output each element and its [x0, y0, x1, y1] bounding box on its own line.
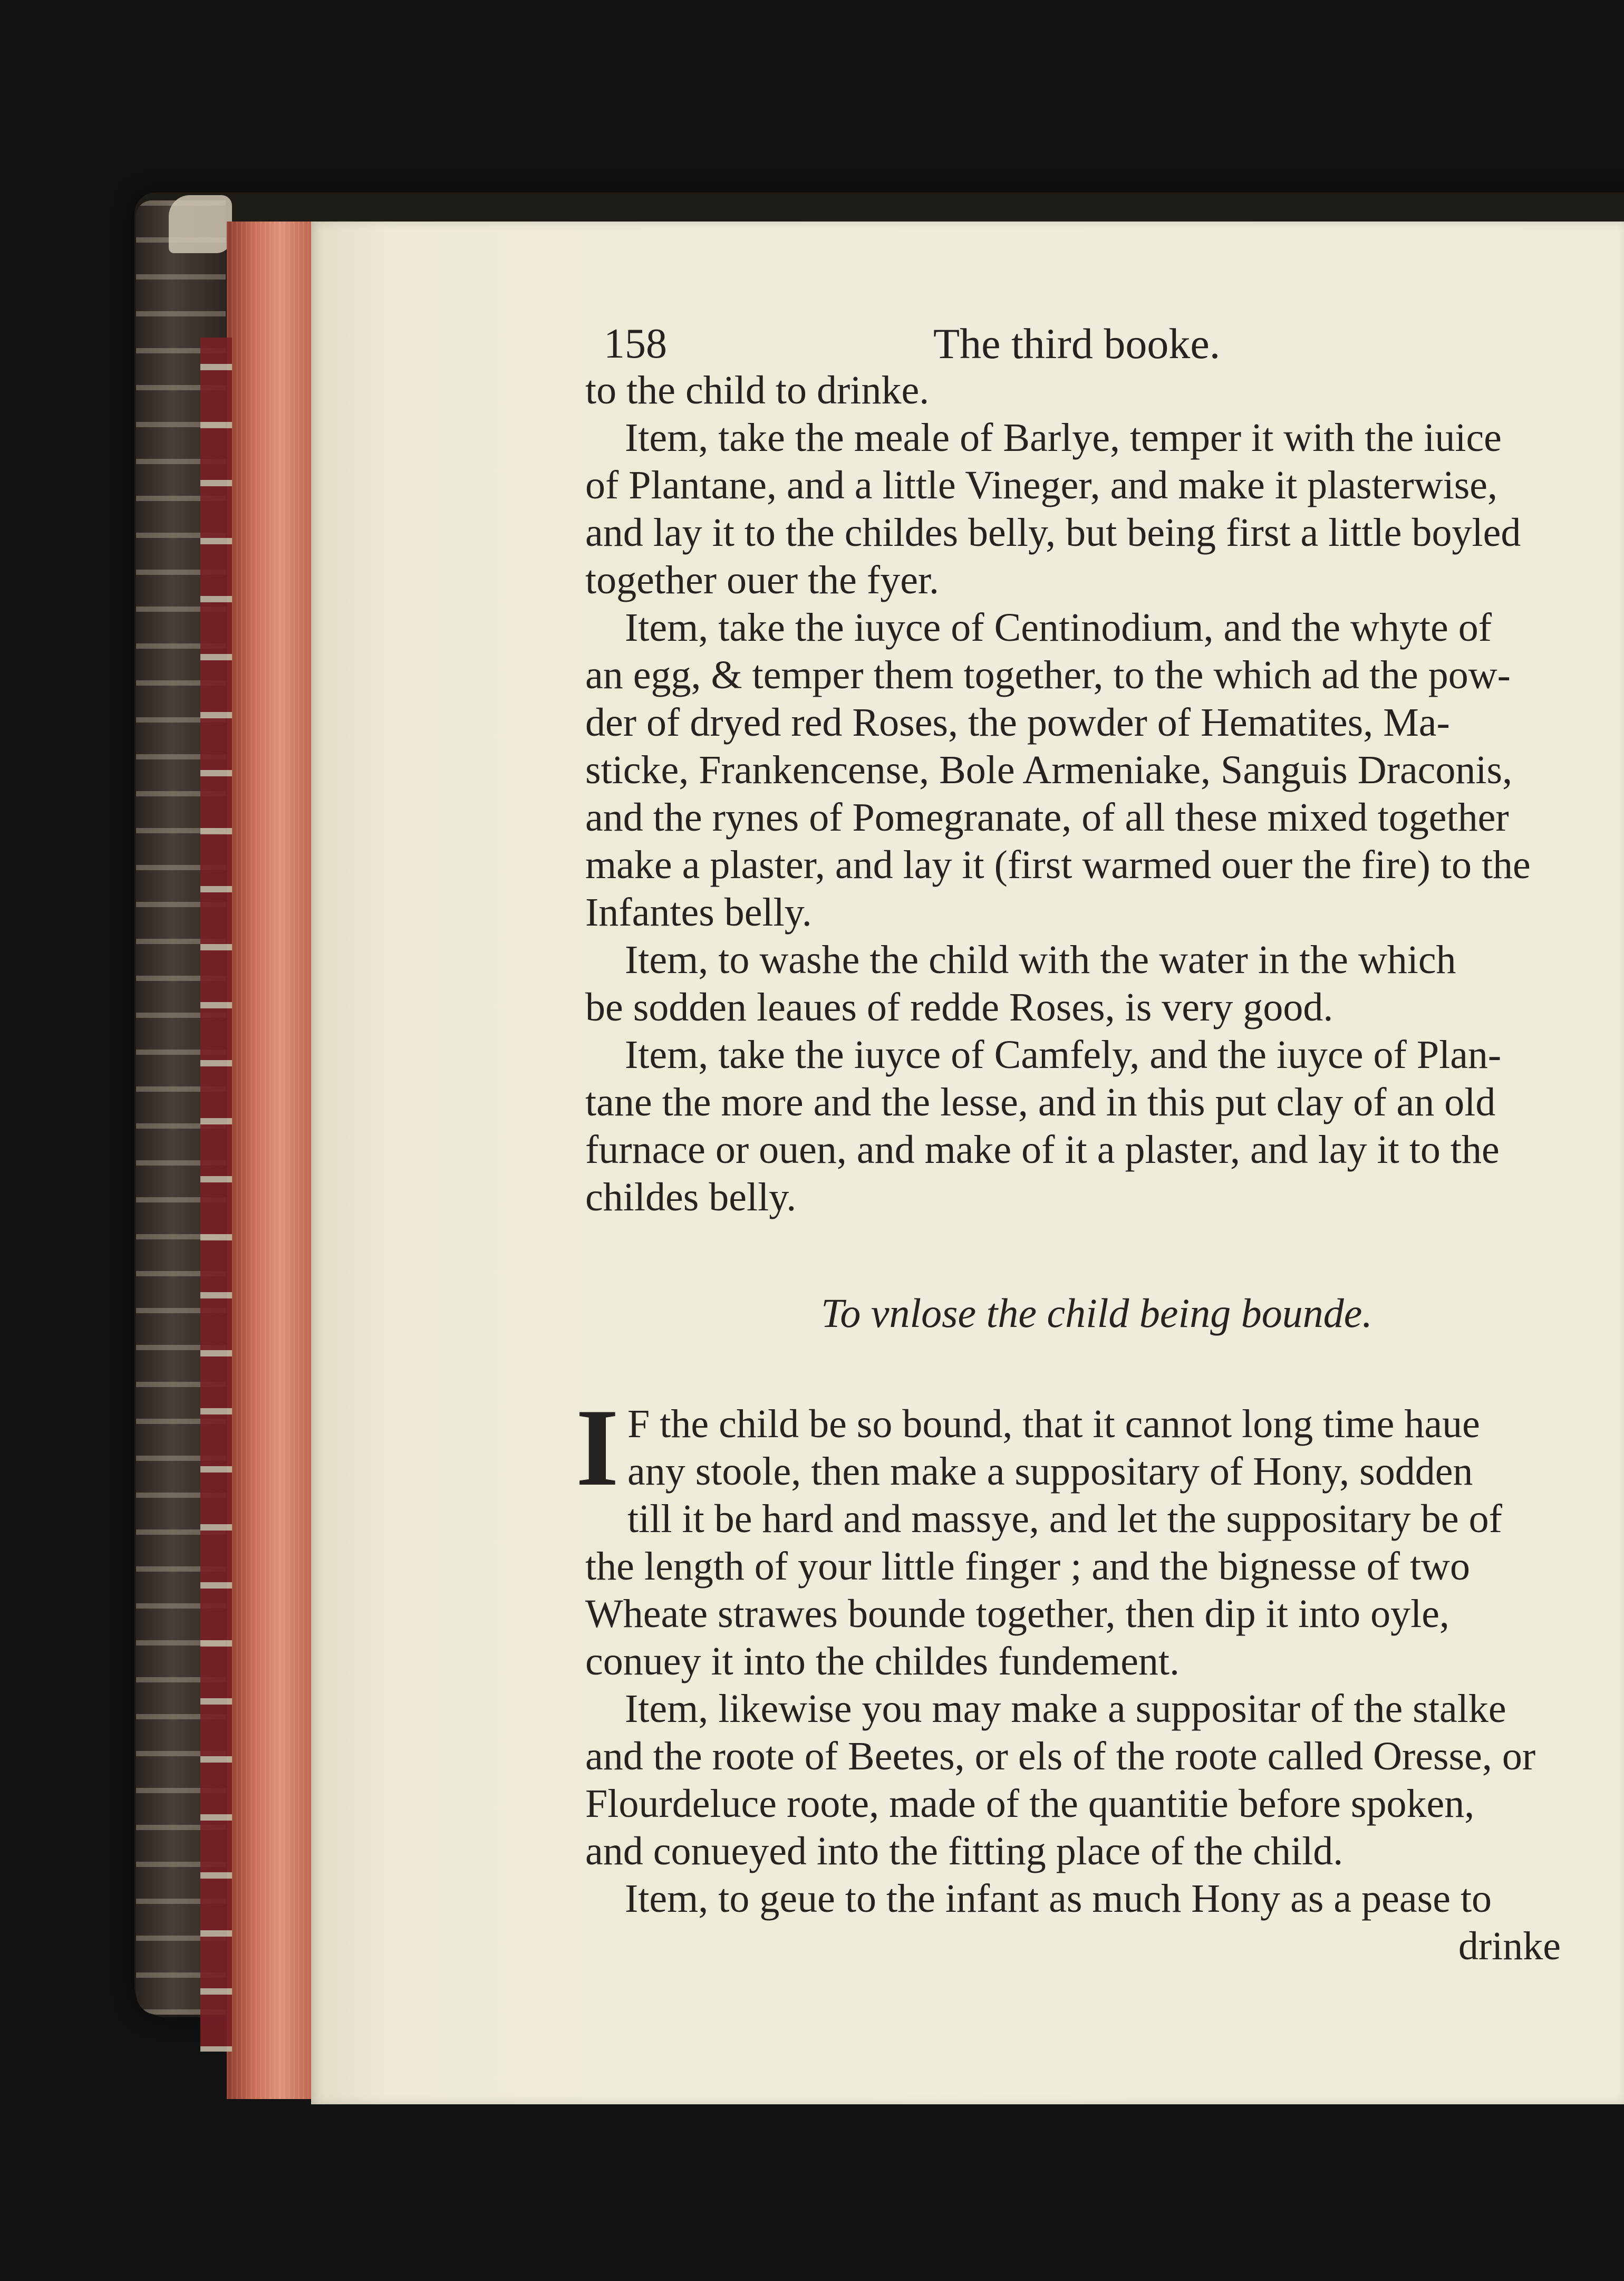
- text-line: Flourdeluce roote, made of the quantitie before spoken,: [585, 1782, 1475, 1826]
- text-line: and conueyed into the fitting place of the child.: [585, 1829, 1343, 1873]
- running-head: [585, 314, 1566, 367]
- text-line: Item, take the meale of Barlye, temper it with the iuice: [625, 416, 1502, 460]
- catchword: drinke: [1458, 1924, 1561, 1968]
- drop-cap: I: [576, 1387, 619, 1509]
- text-line: furnace or ouen, and make of it a plaster, and lay it to the: [585, 1128, 1500, 1172]
- text-line: to the child to drinke.: [585, 368, 930, 412]
- text-line: be sodden leaues of redde Roses, is very good.: [585, 985, 1333, 1029]
- text-line: sticke, Frankencense, Bole Armeniake, Sanguis Draconis,: [585, 748, 1513, 792]
- running-title: The third booke.: [933, 320, 1221, 368]
- page-edge-red: [227, 222, 316, 2099]
- text-line: Item, take the iuyce of Centinodium, and the whyte of: [625, 605, 1492, 650]
- text-line: the length of your little finger ; and the bignesse of two: [585, 1544, 1470, 1589]
- text-line: Item, to washe the child with the water in the which: [625, 938, 1456, 982]
- text-line: Item, take the iuyce of Camfely, and the iuyce of Plan-: [625, 1033, 1502, 1077]
- text-block: [576, 314, 1566, 1970]
- page-number: 158: [604, 321, 667, 367]
- text-line: make a plaster, and lay it (first warmed ouer the fire) to the: [585, 843, 1531, 887]
- text-line: Infantes belly.: [585, 890, 812, 935]
- text-line: tane the more and the lesse, and in this put clay of an old: [585, 1080, 1496, 1124]
- text-line: and the roote of Beetes, or els of the roote called Oresse, or: [585, 1734, 1536, 1778]
- text-line: F the child be so bound, that it cannot long time haue: [627, 1402, 1480, 1446]
- text-line: Item, to geue to the infant as much Hony as a pease to: [625, 1876, 1492, 1921]
- text-line: and the rynes of Pomegranate, of all these mixed together: [585, 795, 1509, 840]
- text-line: Item, likewise you may make a suppositar of the stalke: [625, 1687, 1506, 1731]
- initial-paragraph: [576, 1387, 1566, 1685]
- text-line: of Plantane, and a little Vineger, and make it plasterwise,: [585, 463, 1498, 507]
- marbled-edge: [200, 338, 232, 2052]
- text-line: till it be hard and massye, and let the suppositary be of: [627, 1497, 1502, 1541]
- text-line: and lay it to the childes belly, but being first a little boyled: [585, 511, 1521, 555]
- spine-headcap: [169, 195, 232, 253]
- text-line: der of dryed red Roses, the powder of Hematites, Ma-: [585, 700, 1450, 745]
- text-line: childes belly.: [585, 1175, 797, 1219]
- text-line: conuey it into the childes fundement.: [585, 1639, 1180, 1683]
- text-line: together ouer the fyer.: [585, 558, 940, 602]
- text-line: Wheate strawes bounde together, then dip it into oyle,: [585, 1592, 1449, 1636]
- text-line: any stoole, then make a suppositary of Hony, sodden: [627, 1449, 1473, 1494]
- section-heading: To vnlose the child being bounde.: [821, 1290, 1372, 1336]
- text-line: an egg, & temper them together, to the which ad the pow-: [585, 653, 1511, 697]
